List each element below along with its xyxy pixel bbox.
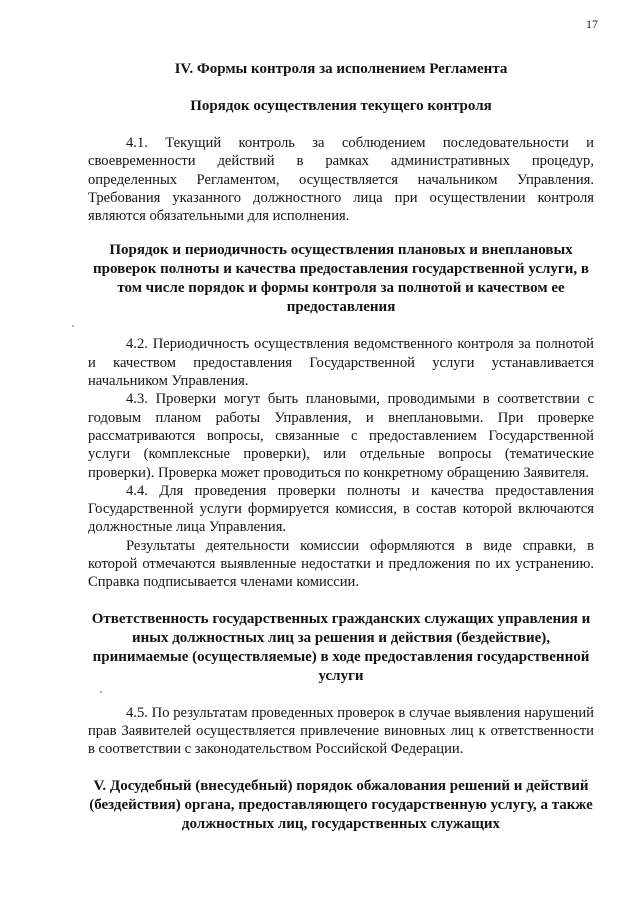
periodicity-heading: Порядок и периодичность осуществления плановых и внеплановых проверок полноты и качества предоставления государственной услуги, в том числе порядок и формы контроля за полнотой и качеством ее предоставления: [92, 242, 589, 316]
section-4-title: IV. Формы контроля за исполнением Регламента: [174, 61, 508, 77]
paragraph-4-2: 4.2. Периодичность осуществления ведомственного контроля за полнотой и качеством предоставления Государственной услуги устанавливается начальником Управления.: [88, 336, 594, 390]
page-number: 17: [586, 17, 598, 31]
paragraph-commission-results: Результаты деятельности комиссии оформляются в виде справки, в которой отмечаются выявленные недостатки и предложения по их устранению. Справка подписывается членами комиссии.: [88, 537, 594, 591]
responsibility-heading: Ответственность государственных гражданских служащих управления и иных должностных лиц за решения и действия (бездействие), принимаемые (осуществляемые) в ходе предоставления государственной услуги: [91, 610, 591, 684]
current-control-heading: Порядок осуществления текущего контроля: [190, 98, 492, 114]
section-5-title: V. Досудебный (внесудебный) порядок обжалования решений и действий (бездействия) органа, предоставляющего государственную услугу, а также должностных лиц, государственных служащих: [89, 777, 593, 832]
paragraph-4-3: 4.3. Проверки могут быть плановыми, проводимыми в соответствии с годовым планом работы Управления, и внеплановыми. При проверке рассматриваются вопросы, связанные с предоставлением Государственной услуги (комплексные проверки), или отдельные вопросы (тематические проверки). Проверка может проводиться по конкретному обращению Заявителя.: [88, 391, 594, 481]
paragraph-4-1: 4.1. Текущий контроль за соблюдением последовательности и своевременности действий в рамках административных процедур, определенных Регламентом, осуществляется начальником Управления. Требования указанного должностного лица при осуществлении контроля являются обязательными для исполнения.: [88, 135, 594, 225]
document-body: [88, 60, 594, 834]
paragraph-4-4: 4.4. Для проведения проверки полноты и качества предоставления Государственной услуги формируется комиссия, в состав которой включаются должностные лица Управления.: [88, 482, 594, 536]
paragraph-4-5: 4.5. По результатам проведенных проверок в случае выявления нарушений прав Заявителей осуществляется привлечение виновных лиц к ответственности в соответствии с законодательством Российской Федерации.: [88, 704, 594, 758]
scan-speck: [72, 325, 74, 327]
